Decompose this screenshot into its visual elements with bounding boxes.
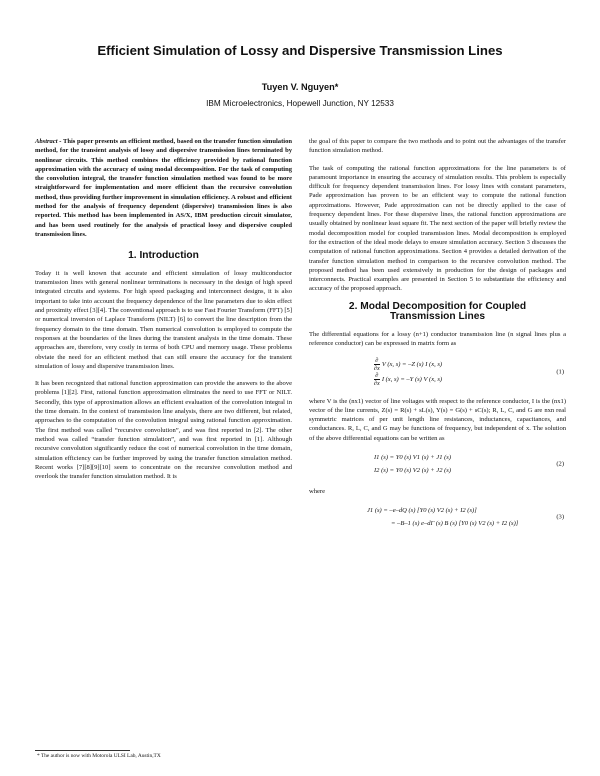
equation-line: I (x, s) = –Y (s) V (x, s) <box>381 375 443 383</box>
footnote: * The author is now with Motorola ULSI Lab, Austin,TX <box>37 753 161 759</box>
equation-number: (2) <box>556 460 564 468</box>
equation-line: = –B–1 (s) e–dΓ (s) B (s) [Y0 (s) V2 (s) + I2 (s)] <box>391 520 519 528</box>
equation-1 <box>309 357 566 387</box>
equation-line: I2 (s) = Y0 (s) V2 (s) + J2 (s) <box>374 467 452 475</box>
footnote-divider <box>35 750 130 751</box>
paragraph: Today it is well known that accurate and efficient simulation of lossy multiconductor transmission lines with general nonlinear terminations is necessary in the design of high speed integrated circuits and systems. For high speed packaging and interconnect designs, it is also important to take into account the frequency dependence of the line parameters due to skin effect and proximity effect [3][4]. The conventional approach is to use Fast Fourier Transform (FFT) [5] or numerical inversion of Laplace Transform (NILT) [6] to convert the line description from the frequency domain to the time domain. Then numerical convolution is employed to compute the responses at the boundaries of the lines during the transient analysis in the time domain. These approaches are, therefore, very costly in terms of both CPU and memory usage. These problems obviate the need for an efficient method that can still ensure the accuracy for the transient simulation of lossy and dispersive transmission lines. <box>35 269 292 370</box>
abstract <box>35 137 292 239</box>
paragraph: where V is the (nx1) vector of line voltages with respect to the reference conductor, I is the (nx1) vector of the line currents, Z(s) = R(s) + sL(s), Y(s) = G(s) + sC(s); R, L, C, and G are nxn real symmetric matrices of per unit length line resistances, inductances, capacitances, and conductances. R, L, C, and G may be functions of frequency, but independent of x. The solution of the above differential equations can be written as <box>309 397 566 442</box>
equation-2 <box>309 451 566 477</box>
paragraph: The task of computing the rational function approximations for the line parameters is of paramount importance in ensuring the accuracy of simulation results. This problem is especially difficult for frequency dependent transmission lines. For lossy lines with constant parameters, Pade approximation has proven to be an efficient way to compute the rational function approximations. However, Pade approximation can not be directly applied to the case of frequency dependent lines. For these dispersive lines, the rational function approximations are usually obtained by nonlinear least square fit. The next section of the paper will briefly review the modal decomposition model for coupled transmission lines. Modal decomposition is employed for the extraction of the ideal mode delays to ensure simulation accuracy. Section 3 discusses the computation of rational function approximations. Section 4 provides a detailed derivation of the transfer function simulation method in comparison to the recursive convolution method. The proposed method has been used extensively in production for the design of packages and interconnects. Practical examples are presented in Section 5 to substantiate the efficiency and accuracy of the proposed approach. <box>309 164 566 293</box>
equation-number: (1) <box>556 367 564 375</box>
author-name: Tuyen V. Nguyen* <box>261 82 339 92</box>
section-heading-introduction: 1. Introduction <box>128 250 199 262</box>
paragraph: where <box>309 488 325 496</box>
abstract-text: This paper presents an efficient method, based on the transfer function simulation method, for the transient analysis of lossy and dispersive transmission lines terminated by nonlinear circuits. This method combines the efficiency provided by rational function approximation with the accuracy of using modal decomposition. For the task of computing the convolution integral, the transfer function simulation method was found to be more straightforward for implementation and more efficient than the recursive convolution method, thus providing further improvement in simulation efficiency. A robust and efficient method for the analysis of frequency dependent (dispersive) transmission lines is also reported. This method has been implemented in AS/X, IBM production circuit simulator, and has been used routinely for the analysis of practical lossy and dispersive coupled transmission lines. <box>35 138 292 238</box>
paragraph: the goal of this paper to compare the two methods and to point out the advantages of the transfer function simulation method. <box>309 138 566 155</box>
equation-line: J1 (s) = –e–dQ (s) [Y0 (s) V2 (s) + I2 (s)] <box>367 507 477 515</box>
heading-line: Transmission Lines <box>389 311 486 323</box>
paragraph: The differential equations for a lossy (n+1) conductor transmission line (n signal lines plus a reference conductor) can be expressed in matrix form as <box>309 330 566 348</box>
partial-derivative: $\frac{\partial}{\partial x}$ <box>374 356 380 372</box>
equation-line: I1 (s) = Y0 (s) V1 (s) + J1 (s) <box>374 454 452 462</box>
left-column <box>35 137 292 489</box>
heading-line: 2. Modal Decomposition for Coupled <box>348 300 527 312</box>
section-heading-modal-decomposition <box>309 302 566 323</box>
equation-number: (3) <box>556 513 564 521</box>
author-affiliation: IBM Microelectronics, Hopewell Junction, NY 12533 <box>206 99 394 108</box>
right-column <box>309 137 566 540</box>
paragraph: It has been recognized that rational function approximation can provide the answers to the above problems [1][2]. First, rational function approximation eliminates the need to use FFT or NILT. Secondly, this type of approximation allows an efficient evaluation of the convolution integral in the time domain. In the context of transmission line analysis, there are two different, but related, approaches to the computation of the convolution integral using rational function approximation. The first method was called “recursive convolution”, and was first reported in [2]. The other method was called “transfer function simulation”, and was first reported in [1]. Although recursive convolution significantly reduce the cost of numerical convolution in the time domain, simulation efficiency can be further improved by using the transfer function simulation method. Recent works [7][8][9][10] seem to concentrate on the recursive convolution method and overlook the transfer function simulation method. It is <box>35 380 292 481</box>
equation-3 <box>309 504 566 530</box>
paper-title: Efficient Simulation of Lossy and Dispersive Transmission Lines <box>97 43 503 58</box>
partial-derivative: $\frac{\partial}{\partial x}$ <box>374 371 380 387</box>
abstract-label: Abstract - <box>35 138 62 145</box>
equation-line: V (x, s) = –Z (s) I (x, s) <box>381 360 443 368</box>
